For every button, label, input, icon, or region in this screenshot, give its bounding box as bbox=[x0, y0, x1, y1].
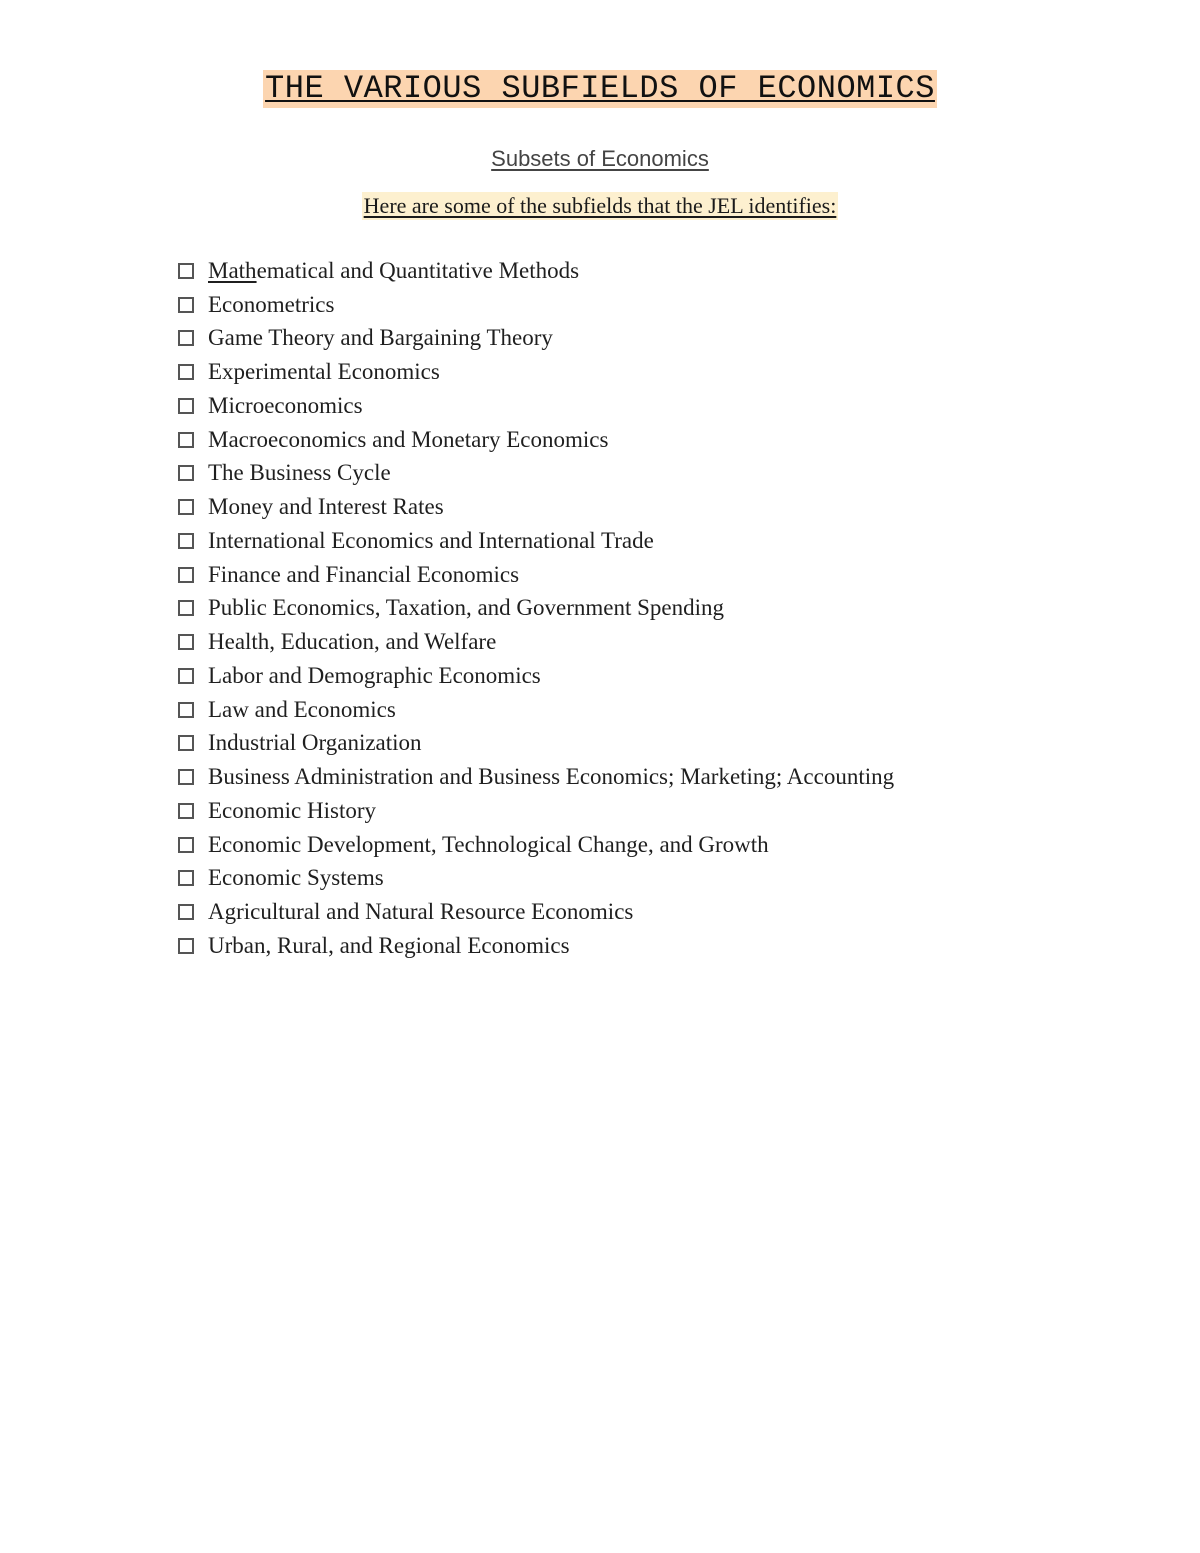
page-subtitle: Subsets of Economics bbox=[491, 146, 709, 171]
list-item bbox=[178, 828, 1078, 862]
list-item bbox=[178, 524, 1078, 558]
list-item-label: Finance and Financial Economics bbox=[208, 561, 520, 587]
list-item-label: Industrial Organization bbox=[208, 730, 422, 756]
list-item bbox=[178, 288, 1078, 322]
list-item-label: Economic Development, Technological Change, and Growth bbox=[208, 831, 769, 857]
list-item-label: Agricultural and Natural Resource Economics bbox=[208, 899, 634, 925]
list-item bbox=[178, 558, 1078, 592]
list-item-label: Labor and Demographic Economics bbox=[208, 662, 541, 688]
list-item-label: Urban, Rural, and Regional Economics bbox=[208, 932, 570, 958]
list-item bbox=[178, 423, 1078, 457]
list-item-label: Economic History bbox=[208, 797, 376, 823]
underlined-text: Math bbox=[208, 257, 257, 283]
subfield-checklist bbox=[178, 254, 1078, 963]
checkbox-icon[interactable] bbox=[178, 364, 194, 380]
list-item bbox=[178, 727, 1078, 761]
list-item-label: Economic Systems bbox=[208, 865, 384, 891]
checkbox-icon[interactable] bbox=[178, 904, 194, 920]
checkbox-icon[interactable] bbox=[178, 938, 194, 954]
title-container bbox=[0, 70, 1200, 108]
list-item-label: The Business Cycle bbox=[208, 460, 391, 486]
list-item bbox=[178, 490, 1078, 524]
checkbox-icon[interactable] bbox=[178, 702, 194, 718]
list-item-label: Health, Education, and Welfare bbox=[208, 629, 497, 655]
checkbox-icon[interactable] bbox=[178, 533, 194, 549]
checkbox-icon[interactable] bbox=[178, 499, 194, 515]
checkbox-icon[interactable] bbox=[178, 837, 194, 853]
list-item bbox=[178, 659, 1078, 693]
checkbox-icon[interactable] bbox=[178, 297, 194, 313]
checkbox-icon[interactable] bbox=[178, 870, 194, 886]
checkbox-icon[interactable] bbox=[178, 330, 194, 346]
list-item bbox=[178, 625, 1078, 659]
list-item bbox=[178, 693, 1078, 727]
list-item-label: Money and Interest Rates bbox=[208, 494, 444, 520]
checkbox-icon[interactable] bbox=[178, 668, 194, 684]
checkbox-icon[interactable] bbox=[178, 432, 194, 448]
checkbox-icon[interactable] bbox=[178, 398, 194, 414]
list-item bbox=[178, 254, 1078, 288]
checkbox-icon[interactable] bbox=[178, 769, 194, 785]
list-item bbox=[178, 794, 1078, 828]
checkbox-icon[interactable] bbox=[178, 735, 194, 751]
list-item-label: International Economics and International Trade bbox=[208, 527, 654, 553]
list-item bbox=[178, 592, 1078, 626]
checkbox-icon[interactable] bbox=[178, 567, 194, 583]
list-item-label bbox=[208, 256, 579, 286]
list-item-label: Macroeconomics and Monetary Economics bbox=[208, 426, 609, 452]
intro-text: Here are some of the subfields that the JEL identifies: bbox=[363, 193, 837, 218]
list-item-label: Game Theory and Bargaining Theory bbox=[208, 325, 553, 351]
intro-container bbox=[0, 192, 1200, 220]
checkbox-icon[interactable] bbox=[178, 803, 194, 819]
list-item bbox=[178, 862, 1078, 896]
checkbox-icon[interactable] bbox=[178, 600, 194, 616]
list-item bbox=[178, 760, 1078, 794]
label-rest: ematical and Quantitative Methods bbox=[256, 257, 580, 283]
list-item bbox=[178, 929, 1078, 963]
list-item bbox=[178, 322, 1078, 356]
list-item-label: Law and Economics bbox=[208, 696, 396, 722]
checkbox-icon[interactable] bbox=[178, 465, 194, 481]
list-item bbox=[178, 389, 1078, 423]
list-item-label: Microeconomics bbox=[208, 392, 363, 418]
checkbox-icon[interactable] bbox=[178, 263, 194, 279]
list-item-label: Experimental Economics bbox=[208, 359, 440, 385]
list-item-label: Econometrics bbox=[208, 291, 335, 317]
list-item bbox=[178, 355, 1078, 389]
subtitle-container bbox=[0, 145, 1200, 173]
list-item-label: Business Administration and Business Economics; Marketing; Accounting bbox=[208, 764, 895, 790]
list-item bbox=[178, 457, 1078, 491]
page-title: THE VARIOUS SUBFIELDS OF ECONOMICS bbox=[265, 70, 935, 107]
checkbox-icon[interactable] bbox=[178, 634, 194, 650]
list-item bbox=[178, 895, 1078, 929]
list-item-label: Public Economics, Taxation, and Government Spending bbox=[208, 595, 725, 621]
